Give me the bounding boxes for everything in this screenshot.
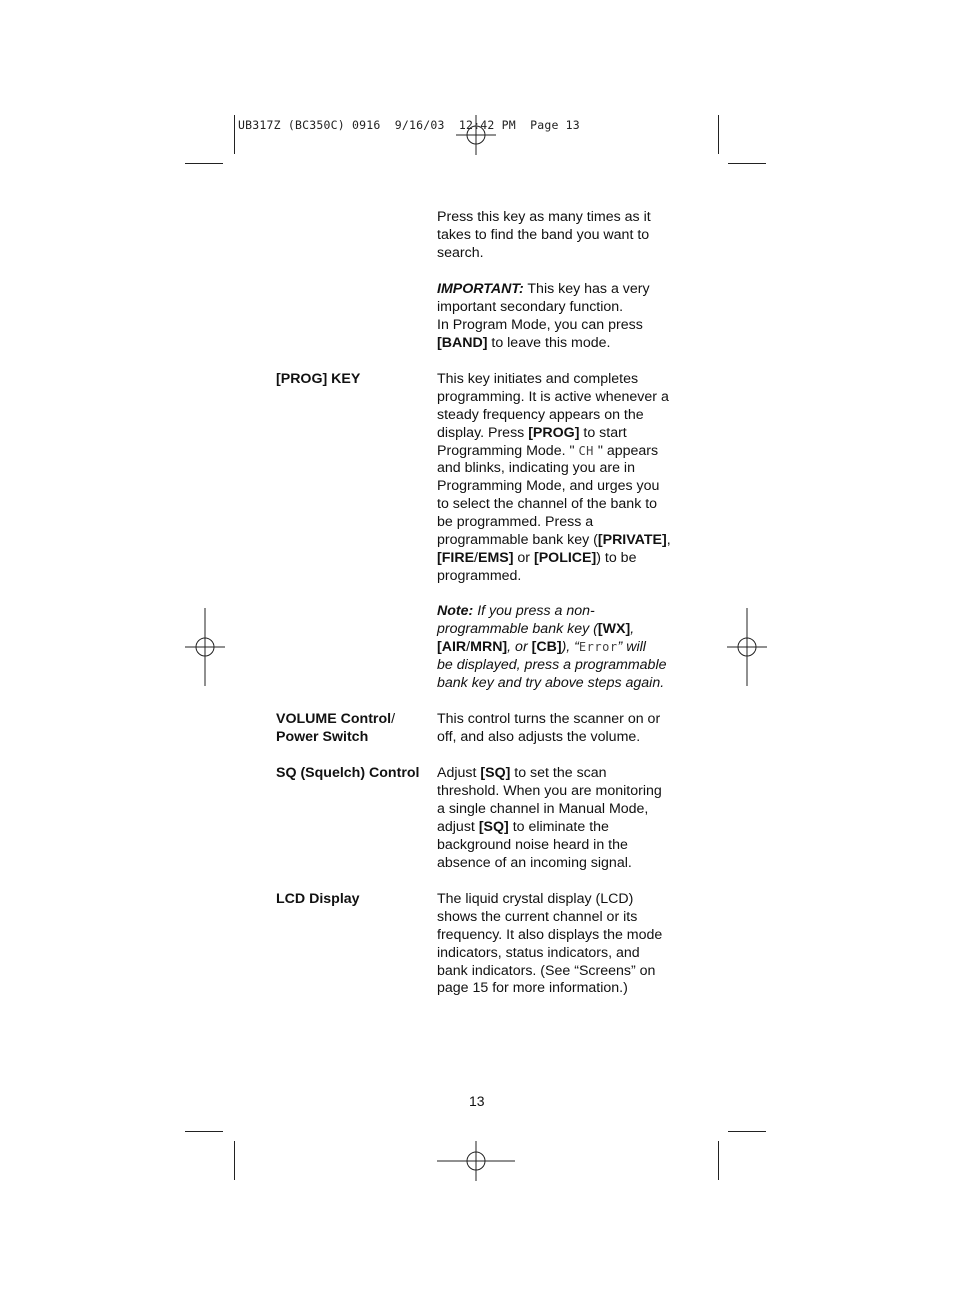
lcd-text: CH	[578, 444, 594, 458]
note-line: bank key and try above steps again.	[437, 675, 665, 691]
crop-mark	[185, 163, 223, 164]
printer-slug: UB317Z (BC350C) 0916 9/16/03 12:42 PM Page 13	[238, 118, 580, 132]
body-line: Programming Mode, and urges you	[437, 478, 660, 494]
body-line: indicators, status indicators, and	[437, 945, 640, 961]
note-line: programmable bank key ([WX],	[437, 621, 635, 637]
body-line: display. Press [PROG] to start	[437, 425, 627, 441]
crop-mark	[718, 1141, 719, 1180]
body-line: steady frequency appears on the	[437, 407, 644, 423]
important-line: IMPORTANT: This key has a very	[437, 281, 650, 297]
body-line: Press this key as many times as it	[437, 209, 651, 225]
note-line: Note: If you press a non-	[437, 603, 595, 619]
body-line: off, and also adjusts the volume.	[437, 729, 641, 745]
body-line: to select the channel of the bank to	[437, 496, 658, 512]
body-line: page 15 for more information.)	[437, 980, 628, 996]
body-line: takes to find the band you want to	[437, 227, 650, 243]
body-line: important secondary function.	[437, 299, 624, 315]
registration-mark-left	[185, 608, 225, 686]
body-line: be programmed. Press a	[437, 514, 594, 530]
important-label: IMPORTANT:	[437, 281, 524, 297]
registration-mark-bottom	[437, 1141, 515, 1181]
body-line: absence of an incoming signal.	[437, 855, 632, 871]
body-line: programmable bank key ([PRIVATE],	[437, 532, 671, 548]
body-line: This key initiates and completes	[437, 371, 639, 387]
note-line: [AIR/MRN], or [CB]), “Error” will	[437, 639, 646, 655]
body-line: frequency. It also displays the mode	[437, 927, 663, 943]
body-line: The liquid crystal display (LCD)	[437, 891, 634, 907]
crop-mark	[234, 115, 235, 154]
lcd-text: Error	[578, 640, 618, 654]
section-label: LCD Display	[276, 891, 360, 907]
body-line: background noise heard in the	[437, 837, 628, 853]
page-number: 13	[469, 1093, 485, 1109]
body-line: This control turns the scanner on or	[437, 711, 661, 727]
body-line: [BAND] to leave this mode.	[437, 335, 611, 351]
body-line: [FIRE/EMS] or [POLICE]) to be	[437, 550, 637, 566]
registration-mark-right	[727, 608, 767, 686]
crop-mark	[728, 163, 766, 164]
crop-mark	[185, 1131, 223, 1132]
body-line: In Program Mode, you can press	[437, 317, 643, 333]
body-line: a single channel in Manual Mode,	[437, 801, 649, 817]
crop-mark	[728, 1131, 766, 1132]
body-line: and blinks, indicating you are in	[437, 460, 635, 476]
body-line: Programming Mode. " CH " appears	[437, 443, 659, 459]
section-label: Power Switch	[276, 729, 369, 745]
section-label: [PROG] KEY	[276, 371, 361, 387]
body-line: search.	[437, 245, 484, 261]
crop-mark	[718, 115, 719, 154]
body-line: Adjust [SQ] to set the scan	[437, 765, 607, 781]
body-line: adjust [SQ] to eliminate the	[437, 819, 609, 835]
note-label: Note:	[437, 603, 474, 619]
note-line: be displayed, press a programmable	[437, 657, 667, 673]
body-line: shows the current channel or its	[437, 909, 638, 925]
body-line: threshold. When you are monitoring	[437, 783, 662, 799]
band-key: [BAND]	[437, 335, 488, 351]
section-label: VOLUME Control/	[276, 711, 396, 727]
section-label: SQ (Squelch) Control	[276, 765, 420, 781]
body-line: programmed.	[437, 568, 522, 584]
body-line: bank indicators. (See “Screens” on	[437, 963, 656, 979]
crop-mark	[234, 1141, 235, 1180]
body-line: programming. It is active whenever a	[437, 389, 669, 405]
